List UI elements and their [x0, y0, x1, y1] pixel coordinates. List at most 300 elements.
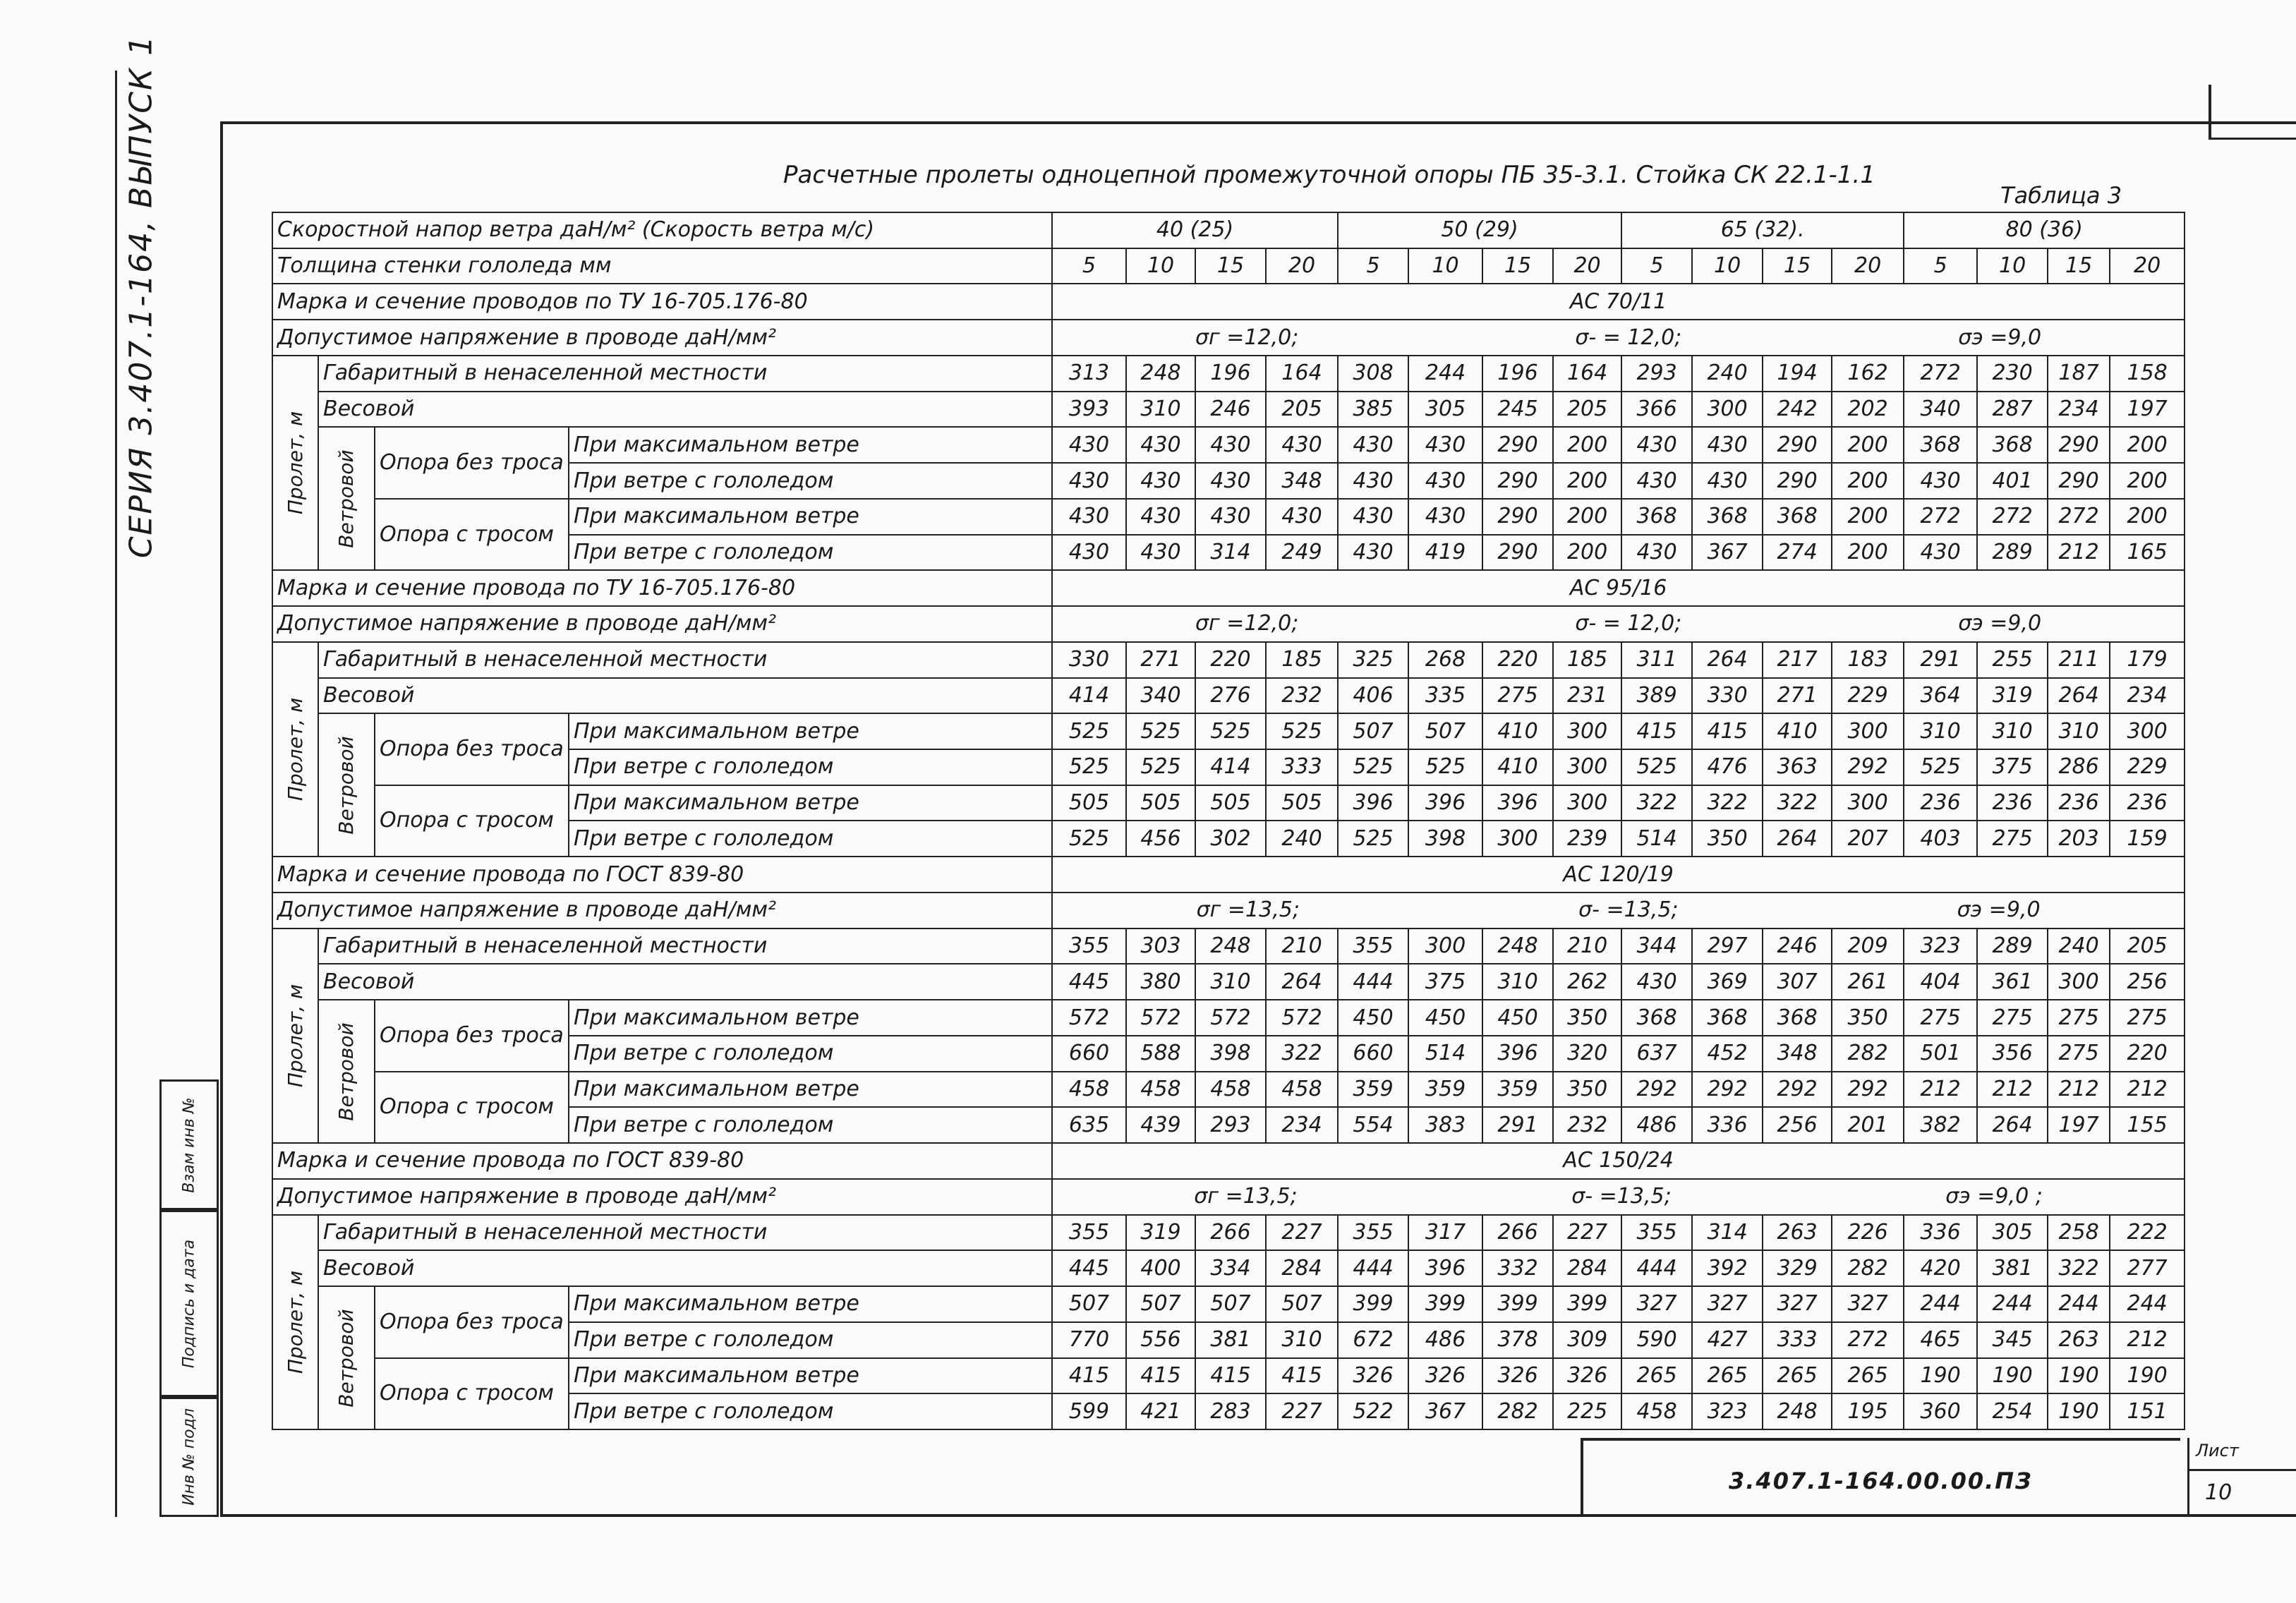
data-row	[272, 1358, 2185, 1394]
data-row	[272, 928, 2185, 964]
span-value: 430	[1052, 499, 1126, 535]
span-value: 244	[1904, 1286, 1977, 1322]
span-value: 205	[1266, 392, 1338, 428]
span-value: 217	[1763, 642, 1832, 678]
span-value: 200	[2110, 499, 2185, 535]
row-label-with-cable: Опора с тросом	[375, 785, 569, 857]
span-value: 229	[2110, 749, 2185, 785]
stress-values-wrap	[1057, 610, 2180, 638]
wind-label-text: Ветровой	[334, 1308, 358, 1408]
table-label: Таблица 3	[2000, 182, 2122, 209]
wind-label	[318, 1000, 375, 1143]
span-value: 197	[2048, 1107, 2110, 1143]
span-value: 486	[1621, 1107, 1692, 1143]
span-value: 368	[1763, 499, 1832, 535]
span-value: 525	[1408, 749, 1482, 785]
row-label-ice-wind: При ветре с гололедом	[569, 463, 1052, 499]
span-value: 227	[1266, 1215, 1338, 1251]
span-value: 368	[1977, 427, 2048, 463]
mark-label: Марка и сечение проводов по ТУ 16-705.176-80	[272, 284, 1052, 320]
span-value: 378	[1482, 1322, 1553, 1358]
span-value: 165	[2110, 535, 2185, 571]
row-label-with-cable: Опора с тросом	[375, 1072, 569, 1143]
span-value: 158	[2110, 356, 2185, 392]
span-value: 334	[1195, 1250, 1266, 1286]
span-value: 159	[2110, 821, 2185, 857]
span-value: 415	[1195, 1358, 1266, 1394]
span-value: 310	[1977, 713, 2048, 749]
span-value: 326	[1408, 1358, 1482, 1394]
span-value: 310	[1266, 1322, 1338, 1358]
stress-value: σг =12,0;	[1195, 611, 1299, 636]
span-value: 507	[1052, 1286, 1126, 1322]
span-value: 660	[1338, 1036, 1408, 1072]
span-value: 162	[1832, 356, 1904, 392]
span-value: 248	[1195, 928, 1266, 964]
span-value: 355	[1621, 1215, 1692, 1251]
data-row	[272, 356, 2185, 392]
wind-label-text: Ветровой	[334, 1022, 358, 1121]
span-value: 400	[1126, 1250, 1195, 1286]
span-value: 430	[1408, 427, 1482, 463]
span-value: 209	[1832, 928, 1904, 964]
span-value: 297	[1692, 928, 1763, 964]
span-value: 261	[1832, 964, 1904, 1000]
span-value: 368	[1692, 499, 1763, 535]
span-value: 340	[1904, 392, 1977, 428]
span-value: 234	[2110, 678, 2185, 714]
span-value: 572	[1052, 1000, 1126, 1036]
span-value: 266	[1195, 1215, 1266, 1251]
span-value: 368	[1763, 1000, 1832, 1036]
row-label-gabarit: Габаритный в ненаселенной местности	[318, 928, 1052, 964]
data-row	[272, 1072, 2185, 1108]
ice-thickness-cell: 10	[1692, 248, 1763, 284]
span-value: 430	[1126, 427, 1195, 463]
table-body	[272, 212, 2185, 1429]
span-value: 458	[1052, 1072, 1126, 1108]
span-value: 505	[1195, 785, 1266, 821]
span-value: 465	[1904, 1322, 1977, 1358]
span-value: 430	[1338, 535, 1408, 571]
span-value: 525	[1052, 821, 1126, 857]
mark-label: Марка и сечение провода по ТУ 16-705.176-80	[272, 570, 1052, 606]
span-value: 309	[1553, 1322, 1621, 1358]
span-value: 406	[1338, 678, 1408, 714]
span-value: 514	[1621, 821, 1692, 857]
ice-thickness-cell: 5	[1904, 248, 1977, 284]
span-value: 310	[1126, 392, 1195, 428]
mark-row	[272, 284, 2185, 320]
span-value: 368	[1621, 1000, 1692, 1036]
span-label-text: Пролет, м	[283, 697, 307, 802]
stamp-original-inv	[159, 1397, 219, 1517]
span-value: 368	[1904, 427, 1977, 463]
span-value: 393	[1052, 392, 1126, 428]
stamp-replace-inv-text: Взам инв №	[180, 1096, 198, 1193]
span-value: 505	[1266, 785, 1338, 821]
span-value: 430	[1621, 427, 1692, 463]
span-value: 244	[1977, 1286, 2048, 1322]
ice-thickness-cell: 10	[1408, 248, 1482, 284]
span-value: 286	[2048, 749, 2110, 785]
span-value: 265	[1832, 1358, 1904, 1394]
span-value: 389	[1621, 678, 1692, 714]
wind-label	[318, 713, 375, 857]
span-value: 367	[1408, 1393, 1482, 1429]
span-value: 236	[2048, 785, 2110, 821]
row-label-gabarit: Габаритный в ненаселенной местности	[318, 642, 1052, 678]
span-value: 340	[1126, 678, 1195, 714]
span-value: 300	[1408, 928, 1482, 964]
span-value: 265	[1621, 1358, 1692, 1394]
row-label-max-wind: При максимальном ветре	[569, 1358, 1052, 1394]
sheet-label: Лист	[2196, 1441, 2239, 1460]
wind-group: 40 (25)	[1052, 212, 1338, 248]
span-value: 179	[2110, 642, 2185, 678]
span-value: 256	[2110, 964, 2185, 1000]
span-value: 335	[1408, 678, 1482, 714]
span-value: 284	[1553, 1250, 1621, 1286]
span-value: 336	[1904, 1215, 1977, 1251]
span-value: 770	[1052, 1322, 1126, 1358]
span-value: 190	[2110, 1358, 2185, 1394]
span-value: 327	[1832, 1286, 1904, 1322]
span-value: 458	[1126, 1072, 1195, 1108]
span-value: 277	[2110, 1250, 2185, 1286]
span-value: 430	[1692, 463, 1763, 499]
span-value: 245	[1482, 392, 1553, 428]
span-value: 232	[1266, 678, 1338, 714]
series-text: СЕРИЯ 3.407.1-164, ВЫПУСК 1	[123, 34, 159, 559]
span-value: 399	[1553, 1286, 1621, 1322]
data-row	[272, 678, 2185, 714]
span-value: 556	[1126, 1322, 1195, 1358]
span-value: 322	[1621, 785, 1692, 821]
span-value: 323	[1692, 1393, 1763, 1429]
stress-row	[272, 320, 2185, 356]
span-value: 244	[2048, 1286, 2110, 1322]
span-value: 401	[1977, 463, 2048, 499]
span-value: 572	[1126, 1000, 1195, 1036]
span-value: 300	[1832, 713, 1904, 749]
span-value: 271	[1763, 678, 1832, 714]
span-value: 155	[2110, 1107, 2185, 1143]
stress-label: Допустимое напряжение в проводе даН/мм²	[272, 893, 1052, 928]
row-label-max-wind: При максимальном ветре	[569, 499, 1052, 535]
span-value: 355	[1338, 1215, 1408, 1251]
span-value: 212	[1904, 1072, 1977, 1108]
span-value: 300	[1553, 785, 1621, 821]
row-label-max-wind: При максимальном ветре	[569, 1072, 1052, 1108]
span-value: 333	[1763, 1322, 1832, 1358]
span-value: 522	[1338, 1393, 1408, 1429]
row-label-ice-wind: При ветре с гололедом	[569, 821, 1052, 857]
span-value: 320	[1553, 1036, 1621, 1072]
ice-thickness-cell: 15	[1482, 248, 1553, 284]
span-value: 396	[1482, 785, 1553, 821]
span-value: 212	[2048, 535, 2110, 571]
span-value: 525	[1266, 713, 1338, 749]
span-value: 190	[1904, 1358, 1977, 1394]
span-value: 287	[1977, 392, 2048, 428]
span-value: 262	[1553, 964, 1621, 1000]
span-value: 430	[1266, 499, 1338, 535]
row-label-no-cable: Опора без троса	[375, 713, 569, 785]
span-value: 322	[1692, 785, 1763, 821]
page-title: Расчетные пролеты одноцепной промежуточной опоры ПБ 35-3.1. Стойка СК 22.1-1.1	[783, 161, 1875, 189]
span-value: 272	[1904, 499, 1977, 535]
span-value: 201	[1832, 1107, 1904, 1143]
span-value: 248	[1482, 928, 1553, 964]
data-row	[272, 713, 2185, 749]
span-value: 200	[1832, 499, 1904, 535]
span-value: 430	[1195, 499, 1266, 535]
span-value: 242	[1763, 392, 1832, 428]
span-value: 248	[1126, 356, 1195, 392]
span-value: 232	[1553, 1107, 1621, 1143]
mark-row	[272, 570, 2185, 606]
span-value: 244	[1408, 356, 1482, 392]
stress-row	[272, 893, 2185, 928]
span-value: 383	[1408, 1107, 1482, 1143]
span-value: 344	[1621, 928, 1692, 964]
span-value: 415	[1621, 713, 1692, 749]
span-value: 635	[1052, 1107, 1126, 1143]
ice-thickness-cell: 20	[1553, 248, 1621, 284]
span-value: 444	[1338, 964, 1408, 1000]
span-value: 430	[1052, 463, 1126, 499]
span-value: 356	[1977, 1036, 2048, 1072]
span-value: 210	[1266, 928, 1338, 964]
span-value: 385	[1338, 392, 1408, 428]
span-value: 572	[1195, 1000, 1266, 1036]
span-value: 239	[1553, 821, 1621, 857]
span-value: 396	[1338, 785, 1408, 821]
span-value: 274	[1763, 535, 1832, 571]
span-value: 399	[1482, 1286, 1553, 1322]
stress-value: σ- = 12,0;	[1575, 325, 1682, 350]
span-value: 350	[1553, 1000, 1621, 1036]
data-row	[272, 392, 2185, 428]
span-value: 450	[1338, 1000, 1408, 1036]
span-value: 326	[1553, 1358, 1621, 1394]
wind-group: 80 (36)	[1904, 212, 2185, 248]
span-value: 258	[2048, 1215, 2110, 1251]
span-value: 240	[2048, 928, 2110, 964]
span-value: 264	[1977, 1107, 2048, 1143]
span-value: 310	[1482, 964, 1553, 1000]
span-value: 327	[1763, 1286, 1832, 1322]
span-value: 368	[1692, 1000, 1763, 1036]
ice-thickness-cell: 15	[1763, 248, 1832, 284]
span-value: 414	[1195, 749, 1266, 785]
span-value: 226	[1832, 1215, 1904, 1251]
span-value: 254	[1977, 1393, 2048, 1429]
span-value: 289	[1977, 928, 2048, 964]
row-label-ice-wind: При ветре с гололедом	[569, 535, 1052, 571]
span-value: 525	[1126, 713, 1195, 749]
span-value: 525	[1904, 749, 1977, 785]
row-label-max-wind: При максимальном ветре	[569, 427, 1052, 463]
span-value: 399	[1338, 1286, 1408, 1322]
wind-label: Скоростной напор ветра даН/м² (Скорость ветра м/с)	[272, 212, 1052, 248]
span-value: 200	[1832, 535, 1904, 571]
stress-value: σг =13,5;	[1194, 1184, 1298, 1209]
span-value: 264	[1763, 821, 1832, 857]
span-value: 430	[1195, 427, 1266, 463]
span-value: 403	[1904, 821, 1977, 857]
span-value: 289	[1977, 535, 2048, 571]
ice-thickness-cell: 10	[1126, 248, 1195, 284]
stress-value: σэ =9,0	[1958, 611, 2042, 636]
span-value: 348	[1266, 463, 1338, 499]
span-value: 359	[1482, 1072, 1553, 1108]
span-value: 322	[1266, 1036, 1338, 1072]
span-value: 350	[1832, 1000, 1904, 1036]
span-value: 302	[1195, 821, 1266, 857]
span-value: 410	[1763, 713, 1832, 749]
span-value: 196	[1482, 356, 1553, 392]
span-value: 369	[1692, 964, 1763, 1000]
span-value: 514	[1408, 1036, 1482, 1072]
span-value: 319	[1126, 1215, 1195, 1251]
span-value: 207	[1832, 821, 1904, 857]
span-value: 396	[1408, 785, 1482, 821]
span-value: 264	[2048, 678, 2110, 714]
span-value: 430	[1904, 535, 1977, 571]
span-value: 326	[1338, 1358, 1408, 1394]
span-value: 300	[1482, 821, 1553, 857]
span-value: 212	[2110, 1072, 2185, 1108]
data-row	[272, 1286, 2185, 1322]
span-value: 305	[1408, 392, 1482, 428]
row-label-gabarit: Габаритный в ненаселенной местности	[318, 1215, 1052, 1251]
span-value: 327	[1621, 1286, 1692, 1322]
span-value: 220	[1195, 642, 1266, 678]
span-value: 355	[1052, 1215, 1126, 1251]
stress-value: σэ =9,0	[1958, 325, 2042, 350]
span-value: 588	[1126, 1036, 1195, 1072]
span-value: 263	[1763, 1215, 1832, 1251]
data-row	[272, 785, 2185, 821]
span-value: 368	[1621, 499, 1692, 535]
span-value: 220	[2110, 1036, 2185, 1072]
ice-thickness-cell: 5	[1621, 248, 1692, 284]
span-value: 200	[1553, 535, 1621, 571]
span-value: 187	[2048, 356, 2110, 392]
wind-label-text: Ветровой	[334, 736, 358, 835]
mark-row	[272, 1143, 2185, 1179]
span-value: 282	[1832, 1036, 1904, 1072]
span-value: 430	[1126, 535, 1195, 571]
span-value: 290	[2048, 463, 2110, 499]
span-value: 415	[1126, 1358, 1195, 1394]
span-value: 271	[1126, 642, 1195, 678]
span-value: 236	[2110, 785, 2185, 821]
span-value: 222	[2110, 1215, 2185, 1251]
span-value: 275	[1904, 1000, 1977, 1036]
span-value: 410	[1482, 749, 1553, 785]
span-value: 275	[1977, 821, 2048, 857]
data-row	[272, 1000, 2185, 1036]
span-value: 290	[1482, 535, 1553, 571]
span-value: 382	[1904, 1107, 1977, 1143]
span-value: 430	[1408, 499, 1482, 535]
wind-label-text: Ветровой	[334, 449, 358, 548]
stress-row	[272, 606, 2185, 642]
span-value: 276	[1195, 678, 1266, 714]
span-value: 430	[1621, 535, 1692, 571]
mark-value: АС 120/19	[1052, 857, 2185, 893]
span-value: 240	[1266, 821, 1338, 857]
span-value: 246	[1195, 392, 1266, 428]
span-value: 300	[2110, 713, 2185, 749]
span-value: 507	[1126, 1286, 1195, 1322]
span-value: 229	[1832, 678, 1904, 714]
span-value: 430	[1052, 427, 1126, 463]
span-value: 290	[1482, 499, 1553, 535]
row-label-ice-wind: При ветре с гололедом	[569, 1393, 1052, 1429]
span-value: 263	[2048, 1322, 2110, 1358]
sheet-number: 10	[2205, 1480, 2232, 1505]
row-label-max-wind: При максимальном ветре	[569, 785, 1052, 821]
span-value: 396	[1482, 1036, 1553, 1072]
span-value: 272	[1904, 356, 1977, 392]
ice-thickness-cell: 15	[2048, 248, 2110, 284]
ice-thickness-cell: 20	[1266, 248, 1338, 284]
span-value: 200	[1832, 427, 1904, 463]
row-label-with-cable: Опора с тросом	[375, 1358, 569, 1430]
span-value: 439	[1126, 1107, 1195, 1143]
stress-value: σэ =9,0 ;	[1945, 1184, 2043, 1209]
span-value: 164	[1266, 356, 1338, 392]
span-value: 430	[1621, 463, 1692, 499]
span-value: 234	[1266, 1107, 1338, 1143]
stress-values	[1052, 606, 2185, 642]
span-value: 196	[1195, 356, 1266, 392]
span-value: 359	[1338, 1072, 1408, 1108]
span-value: 476	[1692, 749, 1763, 785]
span-value: 265	[1763, 1358, 1832, 1394]
span-value: 290	[2048, 427, 2110, 463]
span-value: 456	[1126, 821, 1195, 857]
span-value: 330	[1052, 642, 1126, 678]
span-value: 190	[2048, 1358, 2110, 1394]
row-label-ice-wind: При ветре с гололедом	[569, 1036, 1052, 1072]
mark-row	[272, 857, 2185, 893]
stamp-original-inv-text: Инв № подл	[180, 1408, 198, 1506]
span-value: 430	[1338, 499, 1408, 535]
stress-value: σ- = 12,0;	[1575, 611, 1682, 636]
span-value: 185	[1266, 642, 1338, 678]
span-value: 244	[2110, 1286, 2185, 1322]
stress-values	[1052, 1179, 2185, 1215]
span-value: 445	[1052, 964, 1126, 1000]
span-label-text: Пролет, м	[283, 984, 307, 1088]
stress-label: Допустимое напряжение в проводе даН/мм²	[272, 606, 1052, 642]
span-value: 212	[1977, 1072, 2048, 1108]
span-value: 305	[1977, 1215, 2048, 1251]
span-value: 310	[2048, 713, 2110, 749]
span-value: 197	[2110, 392, 2185, 428]
span-value: 359	[1408, 1072, 1482, 1108]
stress-label: Допустимое напряжение в проводе даН/мм²	[272, 1179, 1052, 1215]
span-value: 672	[1338, 1322, 1408, 1358]
span-value: 322	[1763, 785, 1832, 821]
stress-values	[1052, 893, 2185, 928]
stress-value: σг =12,0;	[1195, 325, 1299, 350]
